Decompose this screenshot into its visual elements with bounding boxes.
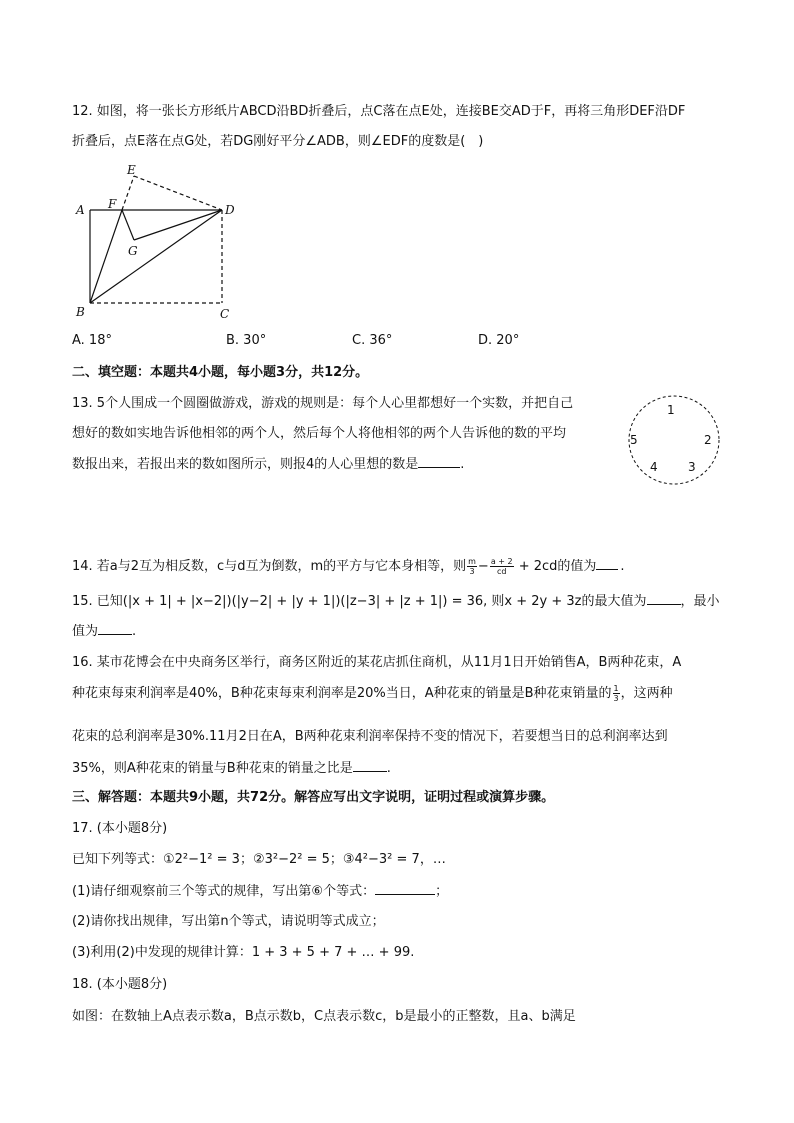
label-e: E (127, 163, 136, 177)
label-g: G (128, 244, 138, 258)
q16-line2-post: ，这两种 (620, 686, 673, 701)
q13-circle-figure (625, 393, 725, 489)
section2-heading: 二、填空题：本题共4小题，每小题3分，共12分。 (72, 365, 369, 380)
q16-line3: 花束的总利润率是30%.11月2日在A，B两种花束利润率保持不变的情况下，若要想当日的总利润率达到 (72, 729, 668, 744)
q16-line4-pre: 35%，则A种花束的销量与B种花束的销量之比是 (72, 761, 353, 776)
label-a: A (76, 203, 85, 217)
q16-answer-blank[interactable] (353, 759, 387, 772)
q16-frac (613, 684, 620, 703)
q13-line1: 13. 5个人围成一个圆圈做游戏，游戏的规则是：每个人心里都想好一个实数，并把自己 (72, 396, 574, 411)
q16-line4 (72, 759, 391, 778)
q15-min-blank[interactable] (98, 622, 132, 635)
q12-figure (72, 158, 252, 323)
q14-minus: − (477, 559, 489, 574)
q15-line1-pre: 15. 已知(|x + 1| + |x−2|)(|y−2| + |y + 1|)(|z−3| + |z + 1|) = 36, 则x + 2y + 3z的最大值为 (72, 594, 647, 609)
q15-max-blank[interactable] (647, 592, 681, 605)
q14-frac1 (467, 557, 477, 576)
q12-choice-d[interactable]: D. 20° (478, 333, 520, 348)
label-f: F (108, 197, 117, 211)
q17-part1 (72, 882, 448, 901)
q14-rest: + 2cd的值为 (514, 559, 597, 574)
q14-frac2 (490, 557, 514, 576)
q14-answer-blank[interactable] (596, 557, 618, 570)
q14-frac1-num: m (468, 557, 476, 566)
section3-heading: 三、解答题：本题共9小题，共72分。解答应写出文字说明，证明过程或演算步骤。 (72, 790, 555, 805)
q13-line3-text: 数报出来，若报出来的数如图所示，则报4的人心里想的数是 (72, 457, 419, 472)
q18-line1: 如图：在数轴上A点表示数a，B点示数b，C点表示数c，b是最小的正整数，且a、b满足 (72, 1009, 576, 1024)
q15-line2-pre: 值为 (72, 624, 99, 639)
q17-title: 17. (本小题8分) (72, 821, 168, 836)
q12-choice-b[interactable]: B. 30° (226, 333, 267, 348)
q15-line1 (72, 592, 720, 611)
q17-part3: (3)利用(2)中发现的规律计算：1 + 3 + 5 + 7 + … + 99. (72, 945, 415, 960)
q14-frac1-den: 3 (469, 567, 475, 576)
circle-number-4: 4 (650, 460, 658, 474)
q17-part1-blank[interactable] (375, 882, 435, 895)
q16-frac-den: 3 (613, 694, 619, 703)
circle-number-3: 3 (688, 460, 696, 474)
q12-line1: 12. 如图，将一张长方形纸片ABCD沿BD折叠后，点C落在点E处，连接BE交AD于F，再将三角形DEF沿DF (72, 104, 686, 119)
q14-end: . (620, 559, 625, 574)
q17-given: 已知下列等式：①2²−1² = 3；②3²−2² = 5；③4²−3² = 7，… (72, 852, 446, 867)
q15-line2-post: . (132, 624, 137, 639)
label-c: C (220, 307, 230, 321)
circle-number-1: 1 (667, 403, 675, 417)
q16-line2 (72, 684, 673, 703)
label-b: B (76, 305, 85, 319)
q15-line2 (72, 622, 136, 641)
q13-line3-end: . (460, 457, 465, 472)
q16-line1: 16. 某市花博会在中央商务区举行，商务区附近的某花店抓住商机，从11月1日开始销售A，B两种花束，A (72, 655, 682, 670)
q13-answer-blank[interactable] (418, 455, 460, 468)
q12-choice-a[interactable]: A. 18° (72, 333, 112, 348)
q16-line2-pre: 种花束每束利润率是40%，B种花束每束利润率是20%当日，A种花束的销量是B种花束销量的 (72, 686, 612, 701)
circle-number-2: 2 (704, 433, 712, 447)
q15-line1-post: ，最小 (680, 594, 720, 609)
label-d: D (225, 203, 235, 217)
q14-line (72, 557, 625, 576)
q13-line3 (72, 455, 464, 474)
q17-part2: (2)请你找出规律，写出第n个等式，请说明等式成立； (72, 914, 385, 929)
q17-part1-post: ； (435, 884, 449, 899)
circle-number-5: 5 (630, 433, 638, 447)
q16-line4-post: . (386, 761, 391, 776)
q14-frac2-num: a + 2 (490, 557, 513, 566)
q18-title: 18. (本小题8分) (72, 977, 168, 992)
q14-start: 14. 若a与2互为相反数，c与d互为倒数，m的平方与它本身相等，则 (72, 559, 467, 574)
q12-choice-c[interactable]: C. 36° (352, 333, 393, 348)
q14-frac2-den: cd (496, 567, 507, 576)
q12-line2: 折叠后，点E落在点G处，若DG刚好平分∠ADB，则∠EDF的度数是( ) (72, 134, 484, 149)
q13-line2: 想好的数如实地告诉他相邻的两个人，然后每个人将他相邻的两个人告诉他的数的平均 (72, 426, 567, 441)
q17-part1-pre: (1)请仔细观察前三个等式的规律，写出第⑥个等式： (72, 884, 376, 899)
q16-frac-num: 1 (613, 684, 619, 693)
